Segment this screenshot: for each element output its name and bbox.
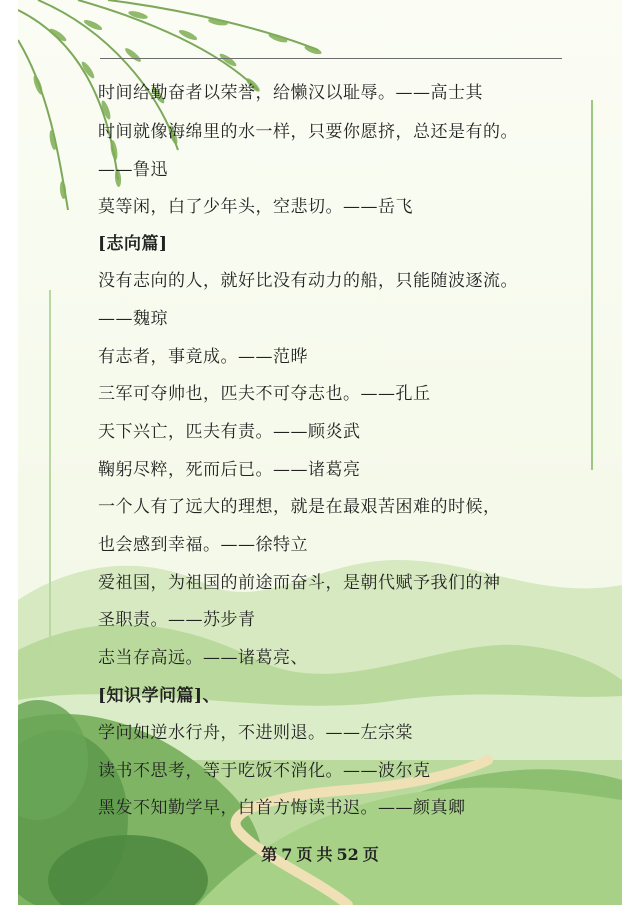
quote-attribution: ——魏琼 [98,309,168,329]
willow-leaves [32,10,323,200]
quote-line: 莫等闲，白了少年头，空悲切。——岳飞 [98,197,413,217]
quote-line: 圣职责。——苏步青 [98,610,256,630]
footer-prefix: 第 [261,845,278,864]
willow-branches [18,0,318,210]
quote-line: 爱祖国，为祖国的前途而奋斗，是朝代赋予我们的神 [98,573,501,593]
quote-line: 鞠躬尽粹，死而后已。——诸葛亮 [98,460,361,480]
quote-line: 学问如逆水行舟，不进则退。——左宗棠 [98,723,413,743]
quote-line: 一个人有了远大的理想，就是在最艰苦困难的时候， [98,497,501,517]
header-rule [100,58,562,59]
quote-line: 时间给勤奋者以荣誉，给懒汉以耻辱。——高士其 [98,83,483,103]
footer-page-word: 页 [296,845,313,864]
total-pages-number: 52 [336,845,359,864]
footer-suffix: 页 [362,845,379,864]
section-heading-aspiration: [志向篇] [98,234,168,254]
quote-line: 天下兴亡，匹夫有责。——顾炎武 [98,422,361,442]
quote-line: 有志者，事竟成。——范晔 [98,347,308,367]
quote-line: 读书不思考，等于吃饭不消化。——波尔克 [98,761,431,781]
quote-line: 三军可夺帅也，匹夫不可夺志也。——孔丘 [98,384,431,404]
page-footer [18,842,622,865]
quote-line: 志当存高远。——诸葛亮、 [98,648,308,668]
current-page-number: 7 [281,845,293,864]
quote-line: 时间就像海绵里的水一样，只要你愿挤，总还是有的。 [98,122,518,142]
quote-attribution: ——鲁迅 [98,160,168,180]
section-heading-knowledge: [知识学问篇]、 [98,686,221,706]
document-page [18,0,622,905]
quote-line: 黑发不知勤学早，白首方悔读书迟。——颜真卿 [98,798,466,818]
footer-total-word: 共 [316,845,333,864]
quote-line: 没有志向的人，就好比没有动力的船，只能随波逐流。 [98,271,518,291]
quote-line: 也会感到幸福。——徐特立 [98,535,308,555]
